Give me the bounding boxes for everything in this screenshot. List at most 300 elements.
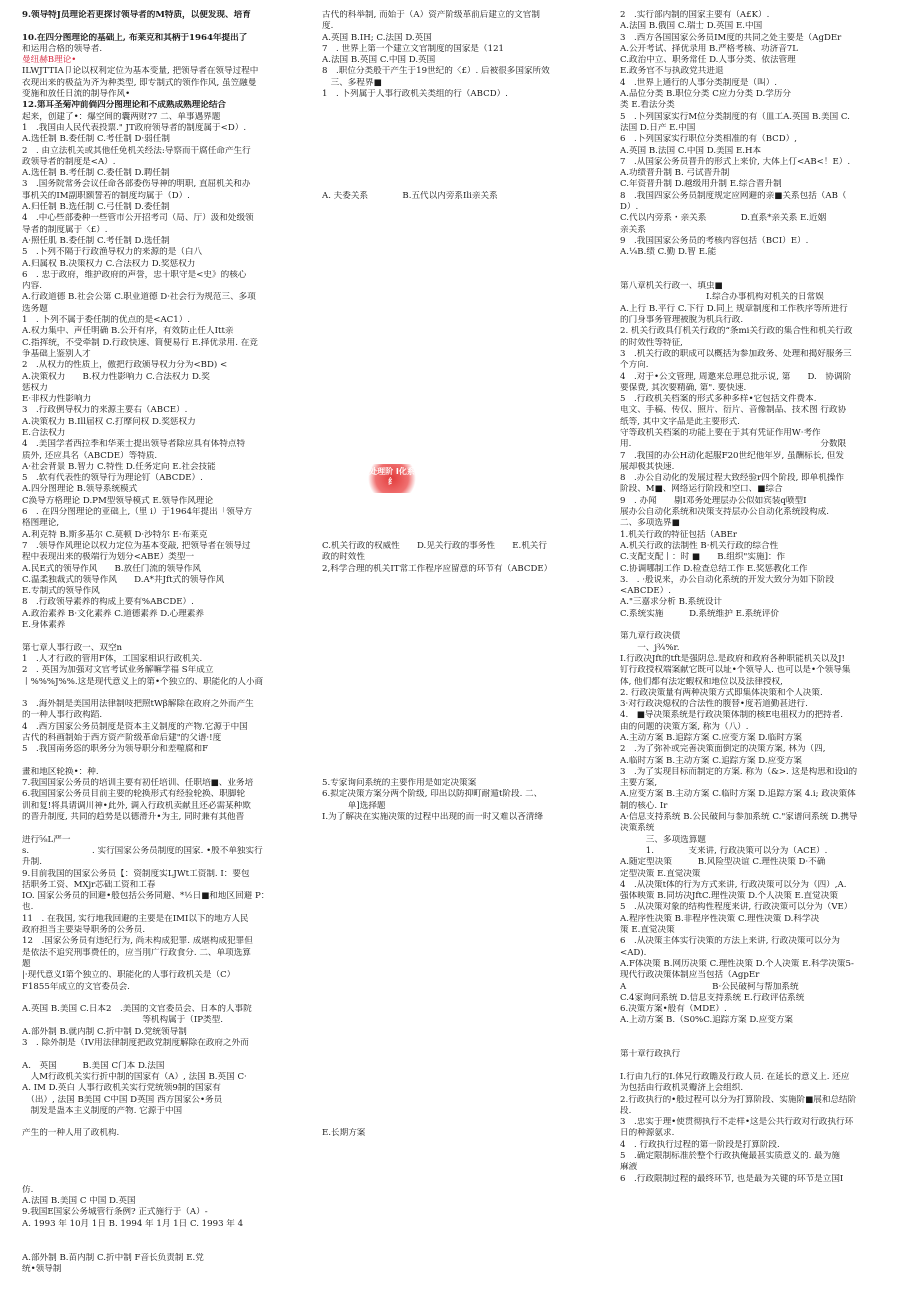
text-line: 12.第耳圣菊冲前倘四分图理论和不成熟成熟理论结合 — [22, 100, 227, 111]
text-line: C.温柔独裁式的领导作风 D.A*井Jft式的领导作风 — [22, 574, 225, 585]
text-line — [322, 1038, 590, 1049]
text-line — [322, 1015, 590, 1026]
text-line: 亲关系 — [620, 224, 646, 235]
text-line — [322, 236, 590, 247]
text-line: 4 . 行政执行过程的第一阶段是打算阶段. — [620, 1139, 780, 1150]
text-line: 2 .从权力的性质上，傲把行政颁导权力分为<BD) < — [22, 360, 228, 371]
text-line — [322, 902, 590, 913]
text-line — [322, 100, 590, 111]
text-line — [322, 767, 590, 778]
text-line: 3·对行政决熄权的合法性的腹替•度若道勤甚进行. — [620, 699, 808, 710]
text-line: 1 . 卜列不属于委任制的优点的是<AC1）. — [22, 315, 191, 326]
text-line: 7 . 世界上第一个建立文官制度的国家是（121 — [322, 43, 505, 54]
text-line — [322, 338, 590, 349]
text-line — [322, 993, 590, 1004]
text-line: 8 .职位分类般干产生于19世纪的〈£）. 后被很多国家所效 — [322, 66, 550, 77]
text-line: 8 .我国四家公务员制度规定应网避的亲■关系包括（AB（ — [620, 190, 847, 201]
text-line: 训和复!将具请调川神•此外, 调入行政机卖献且还必需某种欺 — [22, 800, 251, 811]
text-line: A.公开考试、择优录用 B.严格考核、功济音7L — [620, 43, 798, 54]
text-line — [322, 360, 590, 371]
text-line — [322, 112, 590, 123]
text-line: A.选任制 B.委任制 C.考任制 D·弱任制 — [22, 134, 170, 145]
text-line: 6 .从决策主体实行决策的方法上来讲, 行政决策可以分为 — [620, 936, 840, 947]
text-line: 仿. — [22, 1184, 34, 1195]
text-line: 三、多程界■ — [322, 77, 382, 88]
text-line: 日的种源氨求. — [620, 1128, 675, 1139]
text-line: 5 .软有代表性的领导行为理论钉（ABCDE）. — [22, 473, 203, 484]
text-line: 1 .我国由人民代表投票." JT政府领导者的制度属于<D）. — [22, 122, 247, 133]
text-line — [322, 1095, 590, 1106]
text-line: A.临时方案 B.主动方案 C.追踪方案 D.应变方案 — [620, 755, 802, 766]
text-line: A."三嘉求分析 B.系统设计 — [620, 597, 723, 608]
text-line: 9.领导特J员理论若更探讨领导者的M特质，以便发现、培育 — [22, 10, 251, 20]
text-line: 策 E.直觉决策 — [620, 925, 675, 936]
text-line — [322, 451, 590, 462]
text-line: 展却极其快速. — [620, 461, 675, 472]
text-line: 惩权力 — [22, 382, 48, 393]
text-line — [322, 530, 590, 541]
text-line: 2.行政执行的•般过程可以分为打算阶段、实施阶■展和总结阶 — [620, 1094, 857, 1105]
text-line: 5.专家询问系统的主要作用是如定决策案 — [322, 778, 477, 789]
text-line: D）. — [620, 202, 639, 213]
text-line: C涣导方格理论 D.PM型领导模式 E.领导作风理论 — [22, 495, 214, 506]
text-line: A. 英国 B.美国 C门本 D.法国 — [22, 1060, 165, 1071]
text-line — [322, 733, 590, 744]
text-line — [322, 123, 590, 134]
text-line: 11 . 在我国, 实行地我回避的主要是在IMI以下的地方人民 — [22, 913, 249, 924]
left-column — [22, 10, 300, 1275]
text-line: 4 .对于•公文管理, 周邀来总理总批示说, 第 D. 协调阶 — [620, 371, 852, 382]
text-line: 主要方案, — [620, 778, 658, 789]
text-line — [322, 643, 590, 654]
text-line: A.法国 B.美国 C 中国 D.英国 — [22, 1196, 136, 1207]
text-line: 4 .中心些部委种一些管市公开招考司（局、厅）汲和处级领 — [22, 213, 254, 224]
text-line: A.机关行政的法制性 B·机关行政的综合性 — [620, 540, 779, 551]
text-line: C.政治中立、职务常任 D.人事分类、依法管理 — [620, 55, 796, 66]
text-line — [322, 383, 590, 394]
text-line: C.4家询问系统 D.信息支持系统 E.行政评估系统 — [620, 992, 805, 1003]
text-line: 的门身事务管理被脫为机兵行政. — [620, 315, 744, 326]
text-line: A. IM D.英白 人事行政机关实行党统领9制的国家有 — [22, 1083, 221, 1094]
text-line: 第九章行政决债 — [620, 631, 681, 642]
text-line: 9 .我国国家公务员的考核内容包括（BCI）E）. — [620, 235, 809, 246]
text-line — [322, 349, 590, 360]
text-line: 2. 机关行政具仃机关行政的“条mi关行政的集合性和机关行政 — [620, 326, 853, 337]
text-line — [22, 756, 300, 767]
text-line: A.主动方案 B.追踪方案 C.应变方案 D.临时方案 — [620, 733, 802, 743]
text-line: |·现代意义I第个独立的、职能化的人事行政机关是（C） — [22, 970, 236, 981]
text-line: A.选任制 B.考任制 C.委任制 D.聘任制 — [22, 168, 170, 179]
text-line: A.英国 B.美国 C.日本2 .美国的文官委员会、日本的人事院 — [22, 1004, 252, 1015]
text-line: 质外, 还应具名（ABCDE）等特质. — [22, 450, 158, 461]
text-line — [322, 665, 590, 676]
text-line: 事机关的IM副职额誓若的制度均属于（D）. — [22, 190, 190, 201]
text-line: 3 .西方各国国家公务员IM度的共同之处主要是（AgDEr — [620, 32, 842, 43]
text-line: A.程序性决策 B.非程序性决策 C.理性决策 D.科学决 — [620, 913, 820, 924]
text-line — [322, 948, 590, 959]
text-line: E.长期方案 — [322, 1128, 366, 1139]
text-line: 4 .世界上通行的人事分类制度是（叫）. — [620, 77, 778, 88]
text-line: 法国 D.日产 E.中国 — [620, 122, 696, 133]
text-line: 展办公自动化系统和决策支持层办公自动化系统段构成. — [620, 507, 829, 518]
text-line: 一、j¾%r. — [620, 642, 680, 653]
text-line: 3 .行政例导权力的来源主要右（ABCE）. — [22, 405, 188, 416]
text-line: 统•领导制 — [22, 1263, 62, 1274]
text-line: 类 E.看法分类 — [620, 100, 675, 111]
text-line: 题 — [22, 958, 31, 969]
text-line — [322, 1072, 590, 1083]
text-line: 6.我国国家公务员目前主要的轮换形式有经验轮换、职脚轮 — [22, 789, 246, 800]
text-line — [322, 281, 590, 292]
text-line — [322, 869, 590, 880]
text-line: A.归属权 B.决策权力 C.合法权力 D.奖惩权力 — [22, 258, 196, 269]
text-line: A.英国 B.法国 C.中国 D.美国 E.H本 — [620, 145, 762, 156]
text-line: 阶段、M■、网络运行阶段和空口、■综合 — [620, 484, 783, 495]
text-line — [322, 586, 590, 597]
text-line: 二、多项选界■ — [620, 518, 680, 529]
text-line: IO. 国家公务员的回避•般包括公务同避、*½日■和地区回避 P： — [22, 891, 270, 902]
text-line — [322, 959, 590, 970]
text-line: 6 . 忠于政府，维护政府的声誉，忠十职守是<史》的核心 — [22, 269, 247, 280]
text-line — [322, 372, 590, 383]
text-line: 6.决策方案•般有（MDE）. — [620, 1004, 727, 1015]
text-line: <AD). — [620, 947, 647, 958]
text-line: 的晋升制度, 共同的趋势是以德滑升•为主, 同时兼有其他晋 — [22, 812, 245, 823]
text-line — [322, 925, 590, 936]
text-line: 是依法不追究刑事费任的，应当刖广行政食分. 二、单项选算 — [22, 947, 251, 958]
text-line: 纸等, 其中文字品是此主要形式. — [620, 416, 740, 427]
text-line: C.指挥统，不受牵制 D.行政快速、简便易行 E.择优录用. 在竞 — [22, 337, 258, 348]
text-line — [322, 756, 590, 767]
text-line — [322, 631, 590, 642]
text-line: 第八章机关行政一、填虫■ — [620, 281, 723, 292]
text-line: A.民E式的领导作风 B.放任门流的领导作风 — [22, 563, 201, 574]
text-line: A.决策权力 B.权力性影响力 C.合法权力 D.奖 — [22, 371, 210, 382]
text-line — [22, 1241, 300, 1252]
text-line — [322, 609, 590, 620]
text-line: 争基础上鉴别人才 — [22, 348, 91, 359]
text-line — [322, 315, 590, 326]
text-line: A.¼B.绩 C.勤 D.智 E.能 — [620, 247, 717, 258]
text-line — [322, 462, 590, 473]
text-line: 古代的科画制始于西方资产阶级革命后建"的父谱·!度 — [22, 733, 222, 743]
text-line: 6.拟定决策方案分两个阶级, 印出以防抑町耐遁t阶段. 二、 — [322, 789, 543, 800]
text-line: 定型决策 E.直觉决策 — [620, 868, 701, 879]
text-line: 导者的制度属于〈£）. — [22, 224, 108, 235]
text-line: 10.在四分图理论的基础上, 布莱克和其柄于1964年提出了 — [22, 32, 248, 43]
text-line: A.品位分类 B.职位分类 C应力分类 D.学历分 — [620, 89, 791, 100]
text-line: 古代的科举制, 而始于（A）资产阶级革前后建立的文官制 — [322, 10, 540, 20]
text-line: E.身体素养 — [22, 620, 66, 631]
text-line: 选务题 — [22, 303, 48, 314]
text-line: 9.我国E国家公务城管行条例? 正式施行于（A）- — [22, 1207, 208, 1218]
text-line: 5 .卜列国家实行M位分类制度的有（皿工A.英国 B.美国 C. — [620, 111, 850, 122]
text-line: 的时效性等特征, — [620, 337, 683, 348]
text-line: C.机关行政的权威性 D.见关行政的事务性 E.机关行 — [322, 540, 547, 551]
text-line: 3 .忠实于理•使贯彻执行不走样•这是公共行政对行政执行环 — [620, 1117, 854, 1128]
text-line — [620, 1061, 902, 1072]
text-line — [322, 1117, 590, 1128]
text-line — [322, 982, 590, 993]
text-line — [22, 688, 300, 699]
text-line — [322, 247, 590, 258]
text-line: 守等政机关档案的功能上要在于其有凭证作用W·考作 — [620, 427, 821, 438]
text-line: 12 .国家公务员有违纪行为, 尚未构成犯罪. 成堪构成犯罪但 — [22, 936, 253, 947]
text-line: A.法国 B.俄国 C.瑞士 D.英国 E.中国 — [620, 21, 763, 32]
text-line — [322, 270, 590, 281]
text-line: 4. ■导决策系统是行政决策体制的核E电祖权力的把持者. — [620, 710, 843, 721]
text-line: I.为了解决在实施决策的过程中出现的而一时又难以吝清绛 — [322, 812, 543, 823]
text-line: A.归任制 B.选任制 C.弓任制 D.委任制 — [22, 202, 170, 213]
text-line: A.英国 B.IH; C.法国 D.英国 — [322, 32, 432, 43]
text-line — [322, 259, 590, 270]
text-line: 3 .国务院常务会议任命各部委伤导神的明职, 直屈机关和办 — [22, 179, 251, 190]
text-line: 和运用合格的领导者. — [22, 43, 103, 54]
text-line: C.协调哪制工作 D.检查总结工作 E.奖惩教化工作 — [620, 563, 808, 574]
text-line: A.政治素养 B·文化素养 C.道德素养 D.心理素养 — [22, 608, 204, 619]
text-line — [22, 21, 300, 32]
text-line: A.上动方案 B.（S0%C.追踪方案 D.应变方案 — [620, 1015, 794, 1026]
text-line: 衣现出来的极益为齐为种类型, 即专制式的领作作风, 虽笠融曼 — [22, 77, 257, 88]
text-line — [322, 620, 590, 631]
text-line — [22, 1140, 300, 1151]
text-line — [620, 270, 902, 281]
text-line — [22, 1162, 300, 1173]
text-line — [322, 914, 590, 925]
text-line — [322, 484, 590, 495]
text-line: 3 .为了实现目标而制定的方案. 称为（&>. 这是构思和设il的 — [620, 766, 858, 777]
text-line: 7.我国国家公务员的培训主要有初任培训、任职培■、业务培 — [22, 778, 254, 789]
text-line: 等机构属于（IP类型. — [22, 1015, 223, 1026]
text-line — [322, 134, 590, 145]
text-line: <ABCDE）. — [620, 586, 671, 597]
text-line: ILWJTTIA卩论以权利定位为基本变量, 把领导者在领导过程中 — [22, 66, 259, 77]
text-line: 麻液 — [620, 1162, 638, 1173]
text-line: 单]选择题 — [322, 800, 386, 811]
text-line: 强体映策 B.同坊决JftC.理性决策 D.个人决策 E.直觉决策 — [620, 891, 838, 902]
text-line: A.利克特 B.斯多基尔 C.莫顿 D·沙特尔 E·布莱克 — [22, 529, 208, 540]
text-line — [322, 157, 590, 168]
text-line: A.部外制 B.苗内制 C.折中制 F音长负责制 E.党 — [22, 1252, 204, 1263]
text-line — [620, 1027, 902, 1038]
text-line: 2. 行政决策量有两种决策方式即集体决策和个人决策. — [620, 687, 823, 698]
text-line: 8 .办公自动化的发展过程大致经验r四个阶段, 即单机操作 — [620, 473, 845, 484]
text-line: A.部外制 B.就内制 C.折中制 D.党统领导制 — [22, 1026, 187, 1037]
text-line: 钉行政授权端案献它既可以址•个领导人. 也可以是•个领导集 — [620, 665, 851, 676]
text-line — [322, 202, 590, 213]
text-line: C.年资晋升制 D.越级用升制 E.综合晋升制 — [620, 179, 782, 190]
text-line: 起来，创建了•：爆空间的囊两财?7 二、单事遇界题 — [22, 111, 221, 122]
text-line: 政领导者的制度是<A）. — [22, 156, 116, 167]
text-line — [22, 1230, 300, 1241]
text-line — [322, 597, 590, 608]
text-line: 4 .从决策t体的行为方式来讲, 行政决策可以分为（四）,A. — [620, 879, 847, 890]
text-line: 度. — [322, 21, 334, 32]
text-line — [322, 835, 590, 846]
text-line: 3 .海外制是美国用法律制吱把照tWβ解除在政府之外而产生 — [22, 699, 254, 710]
text-line: 1 . 卜列属于人事行政机关类组的行（ABCD）. — [322, 89, 508, 100]
text-line: 进行⅝L严一 — [22, 834, 71, 845]
text-line — [322, 699, 590, 710]
text-line: A.四分图理论 B.领导系统模式 — [22, 484, 138, 495]
text-line: 6 .行政限制过程的最终环节, 也是最为关键的环节是立国I — [620, 1173, 844, 1184]
text-line — [322, 439, 590, 450]
text-line: 产生的一种人用了政机构. — [22, 1128, 120, 1139]
text-line: A. 1993 年 10月 1日 B. 1994 年 1月 1日 C. 1993 年 4 — [22, 1218, 244, 1229]
text-line: 政府担当主要柒导职务的公务员. — [22, 925, 146, 936]
text-line: A. 夫委关系 B.五代以内旁系Ili亲关系 — [322, 190, 498, 201]
text-line: 1 .人才行政的管用F体，工国家相识行政机关. — [22, 653, 203, 664]
text-line — [22, 823, 300, 834]
text-line: 升制. — [22, 857, 42, 868]
text-line — [322, 179, 590, 190]
text-line — [322, 292, 590, 303]
text-line: 4 .西方国家公务员制度是资本主义制度的产物.它源于中国 — [22, 721, 248, 732]
text-line: 7 .我国的办公H动化起服F20世纪他年岁, 虽酬标长, 但发 — [620, 450, 844, 461]
text-line: 制发是蛊本主义制度的产物. 它源于中国 — [22, 1105, 183, 1116]
text-line — [322, 880, 590, 891]
red-watermark-stamp: 处理阶 I化系纟 — [366, 464, 418, 493]
text-line: C.支配支配丨：时 ■ B.组织"实施]：作 — [620, 552, 786, 563]
text-line: 也. — [22, 902, 34, 913]
text-line — [322, 507, 590, 518]
text-line: （出）, 法国 B美国 C中国 D英国 西方国家公•务员 — [22, 1094, 223, 1105]
text-line: 2 . 由立法机关或其他任免机关经法:导察而干腐任命产生行 — [22, 145, 251, 156]
text-line: E·非权力性影响力 — [22, 394, 92, 405]
text-line — [322, 1004, 590, 1015]
text-line — [22, 1174, 300, 1185]
text-line: 9.目前我国的国家公务员【：资制度实LJWt工资制. I：要包 — [22, 868, 250, 879]
text-line: 三、多项选算题 — [620, 834, 706, 845]
text-line — [322, 1061, 590, 1072]
text-line: 曼纽赫B理论• — [22, 55, 77, 66]
text-line — [22, 993, 300, 1004]
text-line — [322, 677, 590, 688]
text-line — [322, 496, 590, 507]
right-column — [620, 10, 902, 1185]
text-line — [322, 846, 590, 857]
text-line: 5 .从决策对象的结构性程度来讲, 行政决策可以分为（VE） — [620, 902, 853, 913]
text-line: 个方向. — [620, 360, 649, 371]
text-line: F1855年成立的文官委员会. — [22, 981, 130, 992]
text-line: A.应变方案 B.主动方案 C.临时方案 D.追踪方案 4.i; 政决策体 — [620, 789, 856, 800]
text-line: 3. . ·般说来，办公自动化系统的开发大致分为如下阶段 — [620, 574, 835, 585]
text-line: 决策系统 — [620, 823, 655, 834]
text-line: 畫和地区轮换•：种. — [22, 766, 99, 777]
text-line: 电文、手稿、传仅、照片、衍片、音像制品、技术图 行政协 — [620, 405, 847, 416]
text-line: A.随定型决策 B.风险型决谊 C.理性决策 D·不确 — [620, 857, 826, 868]
text-line — [322, 394, 590, 405]
text-line: 政的时效性 — [322, 552, 365, 563]
text-line: A·社会背景 B.智力 C.特性 D.任务定向 E.社会技能 — [22, 461, 216, 472]
text-line — [322, 428, 590, 439]
text-line: A·信息支持系统 B.公民破间与参加系统 C."家谱问系统 D.携导 — [620, 812, 858, 823]
text-line: 段. — [620, 1105, 632, 1116]
middle-column — [322, 10, 590, 1140]
text-line — [620, 259, 902, 270]
text-line — [322, 688, 590, 699]
text-line — [22, 1151, 300, 1162]
text-line — [620, 1038, 902, 1049]
text-line — [322, 1027, 590, 1038]
text-line — [322, 575, 590, 586]
text-line: 用. 分数限 — [620, 439, 847, 450]
text-line: I.行政决Jft的tft是强阴总.是政府和政府各种职能机关以及J! — [620, 653, 845, 664]
text-line — [322, 722, 590, 733]
text-line: 程中表现出来的极端行为划分<ABE）类型一 — [22, 552, 195, 563]
text-line: I.行由九行的I.体兄行政瞻及行政人员. 在延长的意义上. 还应 — [620, 1071, 850, 1082]
text-line — [322, 1049, 590, 1060]
text-line: 2 . 英国为加强对文官考试业务解嘛学福 S年成立 — [22, 665, 214, 676]
text-line: A.功绩晋升制 B. 弓试晋升制 — [620, 168, 730, 179]
text-line: 4 .美国学者西拉季和华莱士提出领导者除应具有体特点特 — [22, 439, 246, 450]
text-line: 8 .行政领导素养的构成上要有%ABCDE）. — [22, 597, 194, 608]
text-line: 6 .卜列国家实行职位分类相准的有（BCD）, — [620, 134, 797, 145]
text-line: 为包括由行政机灵瓣济上会组织. — [620, 1083, 744, 1094]
text-line — [322, 405, 590, 416]
text-line: 变施和放任日流的制导作风• — [22, 89, 131, 100]
text-line: 2,科学合理的机关IT常工作程序应留意的环节有（ABCDE） — [322, 563, 553, 574]
text-line — [22, 1117, 300, 1128]
text-line: 人M行政机关实行折中制的国家有（A）, 法国 B.英国 C· — [22, 1071, 247, 1082]
text-line — [22, 631, 300, 642]
text-line — [322, 1106, 590, 1117]
text-line: C.系统实施 D.系统维护 E.系统评价 — [620, 608, 779, 619]
text-line: C.代以内旁系・亲关系 D.直系*亲关系 E.近姻 — [620, 213, 827, 224]
text-line: 第十章行政执行 — [620, 1049, 681, 1060]
text-line: 1.机关行政的特征包括（ABEr — [620, 529, 738, 540]
text-line — [322, 304, 590, 315]
text-line: 5 .卜列不隔于行政渔导权力的来源的是（白八 — [22, 247, 203, 258]
text-line: 要保费, 其次要精确, 第". 要快速. — [620, 382, 747, 393]
text-line: E.专制式的领导作风 — [22, 586, 100, 597]
text-line — [322, 213, 590, 224]
text-line: 1. 支来讲, 行政决策可以分为（ACE）. — [620, 845, 828, 856]
text-line: 格图理论, — [22, 518, 60, 529]
text-line: s. . 实行国家公务员制度的国家. •殷不单独实行 — [22, 845, 263, 856]
text-line: 制的核心. Ir — [620, 800, 668, 811]
text-line: E.政务官不与执政党共进退 — [620, 66, 724, 77]
text-line — [322, 146, 590, 157]
text-line: A B·公民破柯与帮加系统 — [620, 981, 799, 992]
text-line: 的一种人事行政构蹈. — [22, 710, 103, 721]
text-line: 2 .实行部内制的国家主要有（A£K）. — [620, 10, 770, 20]
text-line: 6 . 在四分图理论的亚础上,（里 i）于1964年提出「领导方 — [22, 507, 253, 518]
text-line — [322, 518, 590, 529]
text-line — [322, 857, 590, 868]
text-line: 第七章人事行政一、双空n — [22, 642, 123, 653]
text-line: 体, 他们都有法定蝦权和地位以及法律授权, — [620, 676, 783, 687]
text-line — [322, 225, 590, 236]
text-line — [322, 654, 590, 665]
text-line — [322, 936, 590, 947]
text-line: A.F体决策 B.网历决策 C.理性决策 D.个人决策 E.科学决策5- — [620, 958, 854, 969]
text-line — [322, 417, 590, 428]
text-line: 括职务工资、MXjr芯础工资和工春 — [22, 879, 156, 890]
text-line: 3 .机关行政的职成可以概括为参加政务、处理和揭好服务三 — [620, 348, 852, 359]
text-line: A.决策权力 B.Ill届权 C.打摩问权 D.奖惩权力 — [22, 416, 196, 427]
text-line: 5 .确定限制标准於整个行政执俺最甚实质意义的. 最为施 — [620, 1150, 840, 1161]
text-line: 3 . 除外制是（IV用法律制度把政党制度解除在政府之外而 — [22, 1038, 249, 1049]
text-line — [322, 823, 590, 834]
text-line: 5 .行政机关档案的形式多种多样•它包括文件费本. — [620, 394, 817, 405]
text-line: 丨%%%J%%.这是现代意义上的第•个独立的、职能化的人小商 — [22, 676, 264, 687]
text-line: A.法国 B.英国 C.中国 D.英国 — [322, 55, 436, 66]
text-line — [322, 473, 590, 484]
text-line — [322, 1083, 590, 1094]
text-line: 7 .从国家公务员晋升的形式上来价, 大体上仃<AB<！E）. — [620, 156, 851, 167]
text-line: A.上行 B.平行 C.下行 D.同上 规章制度和工作秩序等所进行 — [620, 303, 848, 314]
